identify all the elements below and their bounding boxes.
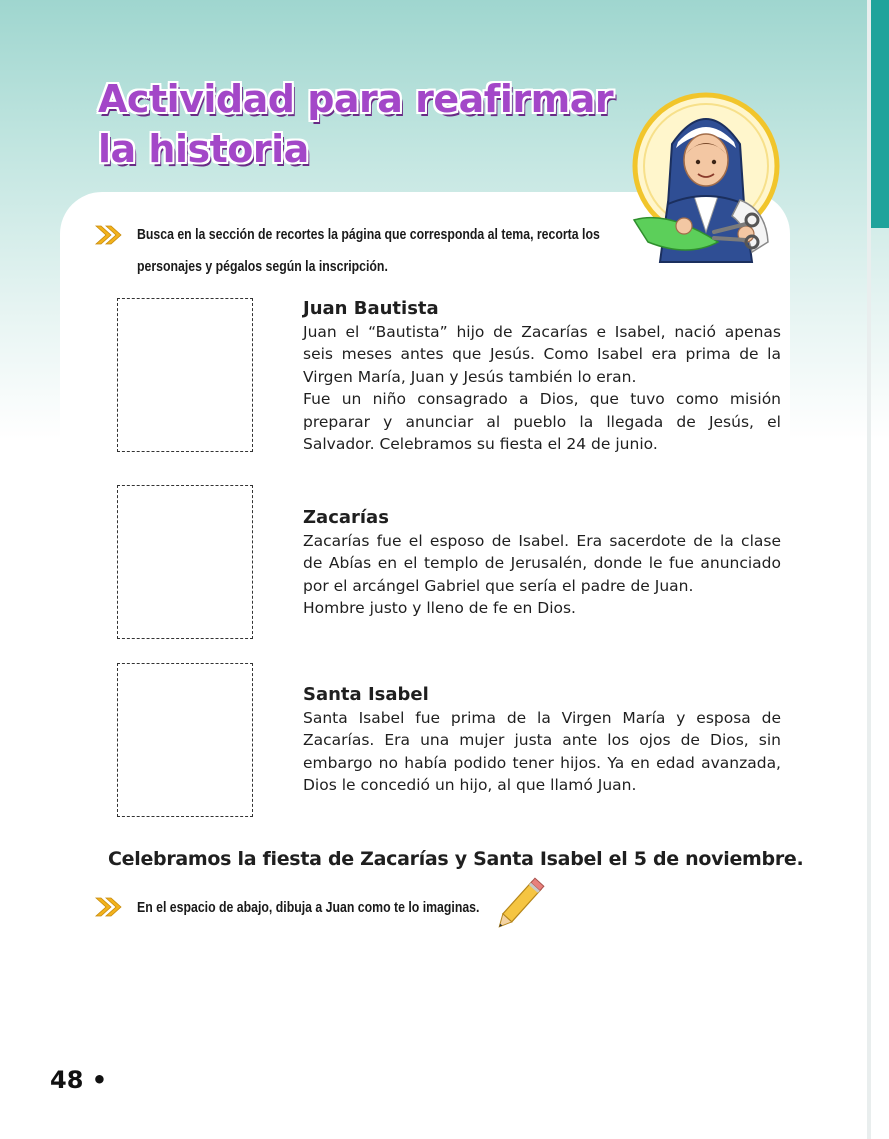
section-title: Santa Isabel [303, 684, 429, 705]
section-santa-isabel [303, 684, 781, 797]
section-paragraph: Juan el “Bautista” hijo de Zacarías e Isabel, nació apenas seis meses antes que Jesús. Como Isabel era prima de la Virgen María, Juan y Jesús también lo eran. [303, 323, 781, 386]
section-title: Zacarías [303, 507, 389, 528]
paste-box-juan[interactable] [117, 298, 253, 452]
saint-illustration-icon [628, 92, 794, 270]
paste-box-zacarias[interactable] [117, 485, 253, 639]
section-juan-bautista [303, 298, 781, 455]
paste-box-isabel[interactable] [117, 663, 253, 817]
page-title [98, 74, 613, 174]
chapter-edge-tab [871, 0, 889, 228]
chevron-bullet-icon [94, 224, 124, 246]
instruction-draw: En el espacio de abajo, dibuja a Juan como te lo imaginas. [137, 899, 480, 916]
section-paragraph: Zacarías fue el esposo de Isabel. Era sacerdote de la clase de Abías en el templo de Jerusalén, donde le fue anunciado por el arcángel Gabriel que sería el padre de Juan. [303, 532, 781, 595]
page-title-line-2: la historia [98, 127, 309, 171]
section-zacarias [303, 507, 781, 620]
section-text [303, 530, 781, 620]
section-paragraph: Fue un niño consagrado a Dios, que tuvo como misión preparar y anunciar al pueblo la llegada de Jesús, el Salvador. Celebramos su fiesta el 24 de junio. [303, 390, 781, 454]
section-text [303, 321, 781, 455]
page-title-line-1: Actividad para reafirmar [98, 77, 614, 121]
pencil-icon [488, 874, 548, 938]
page-number: 48 • [50, 1066, 108, 1094]
chevron-bullet-icon [94, 896, 124, 918]
section-title: Juan Bautista [303, 298, 439, 319]
celebration-text: Celebramos la fiesta de Zacarías y Santa Isabel el 5 de noviembre. [108, 848, 804, 870]
section-paragraph: Hombre justo y lleno de fe en Dios. [303, 599, 576, 618]
section-text [303, 707, 781, 797]
instruction-line-1: Busca en la sección de recortes la página que corresponda al tema, recorta los [137, 226, 600, 243]
page-edge-line [867, 0, 871, 1139]
instruction-line-2: personajes y pégalos según la inscripción. [137, 258, 388, 275]
section-paragraph: Santa Isabel fue prima de la Virgen María y esposa de Zacarías. Era una mujer justa ante los ojos de Dios, sin embargo no había podido tener hijos. Ya en edad avanzada, Dios le concedió un hijo, al que llamó Juan. [303, 709, 781, 795]
